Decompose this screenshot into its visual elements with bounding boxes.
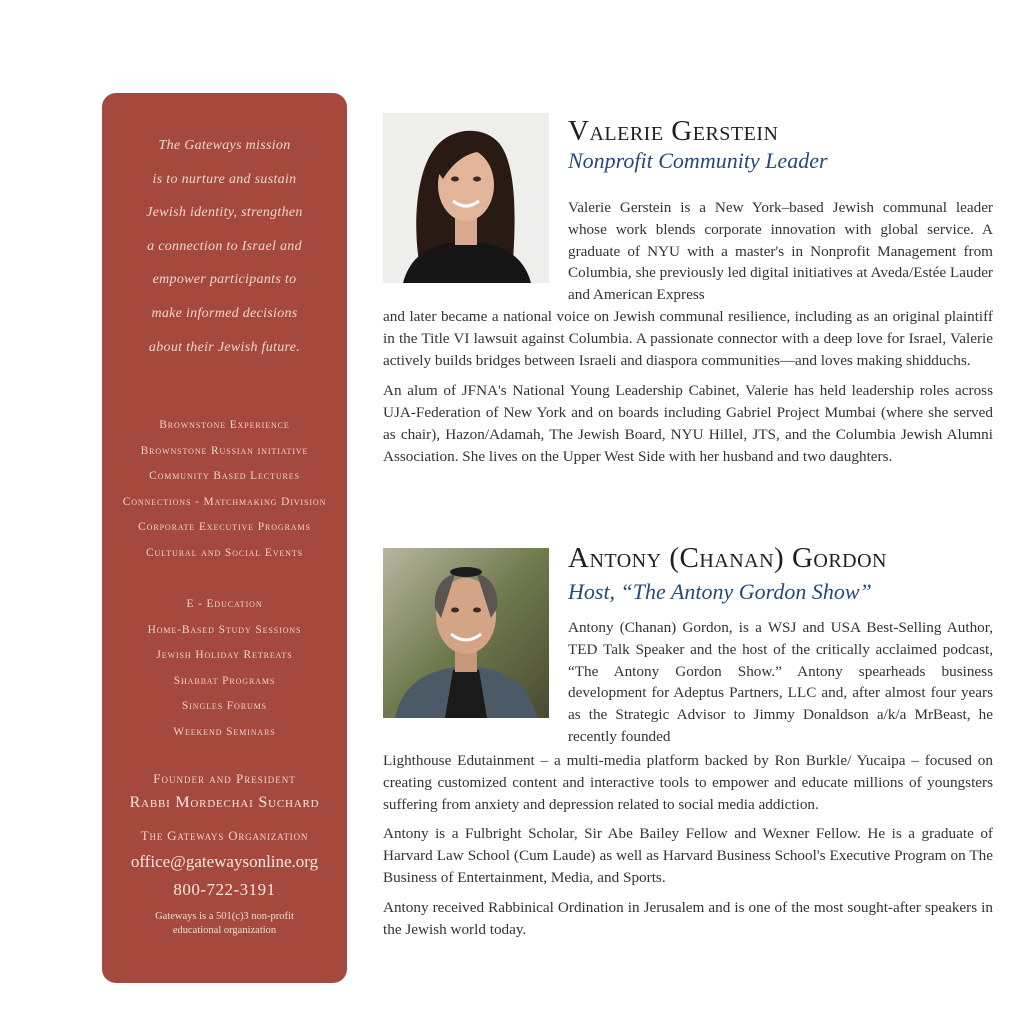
portrait-image — [383, 548, 549, 718]
bio-paragraph: Lighthouse Edutainment – a multi-media platform backed by Ron Burkle/ Yucaipa – focused on creating customized content and interactive tools to empower and educate millions of youngsters suffering from anxiety and depression related to social media addiction. — [383, 752, 993, 813]
mission-line: The Gateways mission — [158, 138, 291, 153]
mission-line: empower participants to — [152, 272, 297, 288]
profile-bio — [383, 306, 993, 468]
nonprofit-note-line: educational organization — [172, 925, 277, 936]
mission-line: Jewish identity, strengthen — [146, 205, 303, 221]
program-item: Shabbat Programs — [173, 674, 276, 687]
mission-line: is to nurture and sustain — [152, 171, 297, 187]
program-item: Home-Based Study Sessions — [147, 623, 302, 636]
program-item: Community Based Lectures — [149, 470, 300, 482]
bio-paragraph: An alum of JFNA's National Young Leadership Cabinet, Valerie has held leadership roles across UJA-Federation of New York and on boards including Gabriel Project Mumbai (where she served as chair), Hazon/Adamah, The Jewish Board, NYU Hillel, JTS, and the Columbia Jewish Alumni Association. She lives on the Upper West Side with her husband and two daughters. — [383, 382, 993, 465]
phone-number[interactable]: 800-722-3191 — [173, 880, 276, 899]
profile-name: Antony (Chanan) Gordon — [568, 542, 888, 574]
program-list-a — [102, 413, 347, 566]
bio-paragraph: Valerie Gerstein is a New York–based Jewish communal leader whose work blends corporate innovation with global service. A graduate of NYU with a master's in Nonprofit Management from Columbia, she previously led digital initiatives at Aveda/Estée Lauder and American Express — [568, 199, 993, 304]
program-item: Corporate Executive Programs — [138, 521, 311, 533]
program-item: E - Education — [186, 598, 263, 610]
profile-role: Host, “The Antony Gordon Show” — [568, 579, 872, 604]
bio-paragraph: Antony (Chanan) Gordon, is a WSJ and USA Best-Selling Author, TED Talk Speaker and the host of the critically acclaimed podcast, “The Antony Gordon Show.” Antony spearheads business development for Adeptus Partners, LLC and, after almost four years as the Strategic Advisor to Jimmy Donaldson a/k/a MrBeast, he recently founded — [568, 619, 993, 745]
program-item: Brownstone Russian initiative — [140, 444, 309, 457]
nonprofit-note-line: Gateways is a 501(c)3 non-profit — [155, 911, 294, 922]
profile-name: Valerie Gerstein — [568, 115, 779, 147]
program-item: Weekend Seminars — [173, 725, 276, 738]
profile-bio — [568, 617, 993, 748]
bio-paragraph: and later became a national voice on Jewish communal resilience, including as an original plaintiff in the Title VI lawsuit against Columbia. A passionate connector with a deep love for Israel, Valerie actively builds bridges between Israeli and diaspora communities—and loves making shidduchs. — [383, 308, 993, 369]
program-item: Connections - Matchmaking Division — [122, 495, 327, 508]
bio-paragraph: Antony is a Fulbright Scholar, Sir Abe Bailey Fellow and Wexner Fellow. He is a graduate of Harvard Law School (Cum Laude) as well as Harvard Business School's Executive Program on The Business of Entertainment, Media, and Sports. — [383, 825, 993, 886]
profile-bio — [383, 750, 993, 940]
sidebar-panel — [102, 93, 347, 983]
mission-line: a connection to Israel and — [147, 238, 302, 254]
mission-statement — [102, 129, 347, 364]
program-item: Brownstone Experience — [159, 419, 290, 431]
email-link[interactable]: office@gatewaysonline.org — [130, 852, 319, 871]
profile-bio — [568, 197, 993, 306]
bio-paragraph: Antony received Rabbinical Ordination in Jerusalem and is one of the most sought-after speakers in the Jewish world today. — [383, 898, 993, 938]
portrait-image — [383, 113, 549, 283]
mission-line: about their Jewish future. — [148, 339, 301, 355]
organization-name: The Gateways Organization — [140, 828, 309, 843]
program-list-b — [102, 592, 347, 745]
program-item: Cultural and Social Events — [146, 546, 303, 559]
profile-role: Nonprofit Community Leader — [568, 148, 828, 173]
valerie-photo — [383, 113, 549, 283]
nonprofit-note — [102, 910, 347, 938]
mission-line: make informed decisions — [151, 305, 298, 321]
antony-photo — [383, 548, 549, 718]
founder-title: Founder and President — [153, 771, 296, 786]
founder-block — [102, 768, 347, 816]
program-item: Singles Forums — [181, 700, 267, 712]
program-item: Jewish Holiday Retreats — [156, 649, 293, 661]
founder-name: Rabbi Mordechai Suchard — [129, 794, 320, 811]
